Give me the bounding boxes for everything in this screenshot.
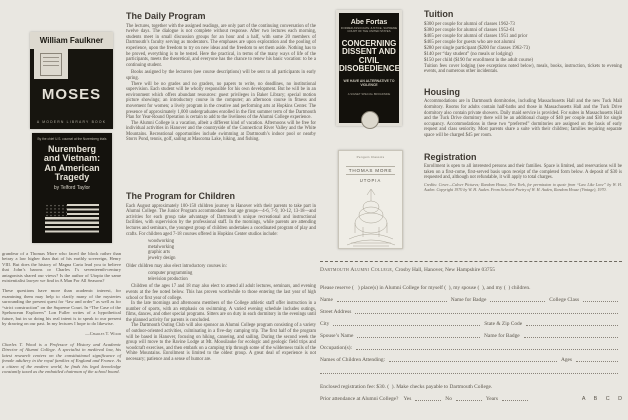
registration-form: [320, 261, 622, 402]
stamp-illustration: [34, 49, 68, 79]
form-row-extra: [320, 363, 622, 375]
tuition-line: $465 per couple for guests who are not alumni: [424, 39, 515, 45]
book-title: UTOPIA: [359, 178, 382, 183]
signet-seal-logo: [361, 111, 379, 129]
list-item: computer programming: [148, 271, 193, 277]
tuition-line: $150 per child ($190 for enrollment in the adult course): [424, 57, 534, 63]
section-heading: Tuition: [424, 9, 454, 19]
credits-note: Credits: Cover—Culver Pictures; Random House, New York, for permission to quote from “Law Like Love” by W. H. Auden. Copyright 1970 by W. H. Auden. From Selected Poetry of W. H. Auden, Random House (Vintage), 1970.: [424, 181, 622, 192]
zip-field-line: [526, 325, 618, 326]
utopia-engraving: [343, 185, 399, 249]
field-label-children: Names of Children Attending:: [320, 357, 386, 363]
book-cover-utopia: [338, 150, 403, 249]
form-row-city: [320, 315, 622, 327]
field-label-name: Name: [320, 297, 333, 303]
field-label-badge: Name for Badge: [450, 297, 487, 303]
section-heading: Housing: [424, 86, 460, 97]
form-row-occupation: [320, 339, 622, 351]
prior-years-label: Years: [485, 396, 498, 402]
paragraph: Children of the ages 17 and 18 may also elect to attend all adult lectures, seminars, and evening events at the fee noted below. This has proven worthwhile to those entering the last year of high school or first year of college.: [126, 284, 316, 301]
publisher-imprint: Penguin Classics: [356, 155, 385, 159]
section-heading: The Program for Children: [126, 191, 236, 201]
cut-here-dashed-line: [320, 261, 622, 262]
tuition-line: $140 per “day student” (no meals or lodging): [424, 51, 513, 57]
years-field-line: [502, 400, 528, 401]
prior-question: Prior attendance at Alumni College?: [320, 396, 399, 402]
tuition-line: $465 per couple for alumni of classes 1951 and prior: [424, 33, 528, 39]
class-field-line: [583, 301, 618, 302]
book-title: CONCERNING DISSENT AND CIVIL DISOBEDIENCE: [339, 38, 400, 74]
intro-course-list: [148, 271, 316, 282]
list-item: jewelry design: [148, 255, 176, 261]
paragraph: Enrollment is open to all interested persons and their families. Space is limited, and reservations will be taken on a first-come, first-served basis upon receipt of the completed form below. A deposit of $30 is requested and, although not refundable, it will apply to total charges.: [424, 164, 622, 181]
spouse-badge-field-line: [524, 337, 618, 338]
field-label-city: City: [320, 321, 330, 327]
book-imprint: A MODERN LIBRARY BOOK: [36, 120, 107, 124]
book-author: THOMAS MORE: [346, 166, 396, 175]
field-label-occupation: Occupation(s):: [320, 345, 353, 351]
form-address-header: Dartmouth Alumni College, Crosby Hall, Hanover, New Hampshire 03755: [320, 267, 496, 273]
form-prior-line: [320, 390, 622, 402]
tuition-line: $300 per couple for alumni of classes 1962-73: [424, 21, 515, 27]
book-byline: by Telford Taylor: [53, 184, 91, 191]
book-title: Nuremberg and Vietnam: An American Tragedy: [43, 143, 101, 183]
book-subtitle: WE HAVE AN ALTERNATIVE TO VIOLENCE: [343, 78, 395, 87]
american-flag-graphic: [45, 204, 99, 233]
paragraph: Each August approximately 100-150 children journey to Hanover with their parents to take part in Alumni College. The Junior Program accommodates four age groups—4-6, 7-9, 10-12, 13-18—and activities for each group take advantage of Dartmouth’s unique recreational and instructional facilities, with supervision by the professional staff. In the mornings, while parents are attending lectures and seminars, the youngest group of children undertakes a coordinated program of play and crafts. For children aged 7-18 courses offered in Hopkins Center studios include:: [126, 203, 316, 237]
form-fee-line: Enclosed registration fee: $30. ( ). Make checks payable to Dartmouth College.: [320, 384, 493, 390]
paragraph: The lectures, together with the assigned readings, are only part of the continuing conversation of the twelve days. The dialogue is not complete without response. After two lectures each morning, students meet in small discussion groups for an hour and a half, with some 20 members of Dartmouth’s faculty serving as moderators. The emphases are upon exploration and the pooling of experience, upon the freedom to try on new ideas and the freedom to set them aside. Nothing has to be proved, everything is to be tested. Here the practical, in terms of the many ways of life of the participants, meets the theoretical, and everyone has the chance to renew his basic vocation: to be a continuing student.: [126, 23, 316, 68]
paragraph: Older children may also elect introductory courses in:: [126, 263, 227, 269]
occupation-field-line: [356, 349, 618, 350]
form-row-name: [320, 291, 622, 303]
list-item: television production: [148, 276, 188, 282]
book-credentials: FORMER ASSOCIATE JUSTICE, SUPREME COURT OF THE UNITED STATES: [340, 26, 398, 34]
form-row-street: [320, 303, 622, 315]
book-imprint: A SIGNET SPECIAL BROADSIDE: [347, 91, 391, 96]
prior-yes-label: Yes: [403, 396, 412, 402]
tuition-note: Tuition fees cover lodging (see exceptions noted below), meals, books, instruction, tickets to evening events, and numerous other incidentals.: [424, 63, 622, 75]
section-heading: Registration: [424, 151, 477, 162]
extra-field-line: [320, 373, 618, 374]
right-column: [424, 9, 622, 195]
spouse-field-line: [357, 337, 480, 338]
yes-field-line: [415, 400, 441, 401]
author-bio: Charles T. Wood is a Professor of History and Academic Director of Alumni College. A specialist in medieval law, his latest research centers on the constitutional significance of female adultery in the royal families of England and France. As a citizen of the modern world, he finds his legal knowledge constantly taxed as the embattled chairman of the school board.: [2, 341, 121, 375]
book-author: Abe Fortas: [350, 19, 388, 26]
form-row-spouse: [320, 327, 622, 339]
name-field-line: [337, 301, 447, 302]
section-heading: The Daily Program: [126, 11, 206, 21]
paragraph: There will be no grades and no graders, no papers to write, no deadlines, no institutional supervision. Each student will be wholly responsible for his own development. But he will be in an environment which offers abundant resources: guest privileges in Baker Library; special motion picture showings; an introductory course in the computer; an afternoon course in fitness and movement for women; a lively program in the creative and performing arts at Hopkins Center. The presence of approximately 1,000 undergraduates enrolled in the first summer term of the Dartmouth Plan for Year-Round Operation is certain to add to the liveliness of the Alumni College experience.: [126, 81, 316, 121]
field-label-zip: State & Zip Code: [484, 321, 523, 327]
list-item: graphic arts: [148, 250, 170, 256]
list-item: metalworking: [148, 244, 175, 250]
form-row-children: [320, 351, 622, 363]
tuition-fee-list: [424, 22, 622, 64]
street-field-line: [355, 313, 618, 314]
field-label-ages: Ages: [560, 357, 573, 363]
children-field-line: [389, 361, 557, 362]
field-label-spouse: Spouse’s Name: [320, 333, 354, 339]
book-title: MOSES: [41, 86, 102, 103]
essay-paragraph: These questions have more than academic interest, for examining them may help to clarify many of the mysteries surrounding the present quest for “law and order” as well as for “strict construction” on the Supreme Court. In “The Case of the Speluncean Explorers” Lon Fuller writes of a hypothetical future, but in so doing his real intent is to speak to our present by drawing on our past. In my lectures I hope to do likewise.: [2, 288, 121, 327]
book-author: William Faulkner: [39, 36, 104, 45]
tuition-line: $280 per single participant ($200 for classes 1962-73): [424, 45, 530, 51]
essay-paragraph: grandeur of a Thomas More who faced the block rather than betray a law higher than that of his earthly sovereign, Henry VIII. But does the history of Magna Carta lead you to believe that John’s barons or Charles I’s seventeenth-century antagonists shared our views? Is the author of Utopia the same existentialist lawyer we find in A Man For All Seasons?: [2, 250, 121, 284]
field-label-class: College Class: [549, 297, 580, 303]
paragraph: In the late mornings and afternoons members of the College athletic staff offer instruction in a number of sports, with an emphasis on swimming. A varied evening schedule includes outings, films, dances, and other special programs. Sitters are on duty in each dormitory in the evenings until the planned activity for parents is concluded.: [126, 301, 316, 323]
list-item: woodworking: [148, 239, 175, 245]
no-field-line: [456, 400, 482, 401]
paragraph: Books assigned by the lecturers (see course descriptions) will be sent to all participants in early spring.: [126, 70, 316, 81]
book-cover-nuremberg-and-vietnam: [32, 133, 112, 243]
crafts-course-list: [148, 239, 316, 261]
ages-field-line: [576, 361, 618, 362]
form-reserve-line: Please reserve ( ) place(s) in Alumni College for myself ( ), my spouse ( ), and my ( ) children.: [320, 285, 531, 291]
section-daily-program: [126, 11, 316, 143]
book-top-note: By the chief U.S. counsel at the Nuremberg trials: [37, 137, 107, 141]
paragraph: The Alumni College is a vacation, albeit a different kind of vacation. Afternoons will be free for individual activities in Hanover and the countryside of the Connecticut River Valley and the White Mountains. Recreational opportunities include swimming at Dartmouth’s indoor pool or nearby Storrs Pond, tennis, golf, sailing at Mascoma Lake, hiking, and fishing.: [126, 120, 316, 143]
field-label-street: Street Address: [320, 309, 352, 315]
flag-canton: [45, 204, 67, 217]
abcd-code-letters: A B C D: [581, 396, 622, 402]
city-field-line: [333, 325, 480, 326]
essay-signature: —Charles T. Wood: [85, 331, 121, 337]
tuition-line: $380 per couple for alumni of classes 1952-61: [424, 27, 515, 33]
prior-no-label: No: [445, 396, 452, 402]
book-author-band: [30, 32, 113, 49]
paragraph: Accommodations are in Dartmouth dormitories, including Massachusetts Hall and the new Tuck Mall dormitory. Rooms for adults contain half-baths and those in Massachusetts Hall and the Tuck Drive dormitory also contain private showers. Daily maid service is provided. For suites in Massachusetts Hall and the Tuck Drive dormitory there will be an additional charge of $40 per couple and $30 for single occupancy. Accommodations in these two “preferred” dormitories are assigned on the basis of early request and class seniority. Most parents share a suite with their children; families requiring separate space will be charged $45 per room.: [424, 99, 622, 138]
badge-field-line: [490, 301, 545, 302]
book-cover-concerning-dissent: [336, 10, 402, 126]
field-label-spouse-badge: Name for Badge: [484, 333, 520, 339]
section-program-for-children: [126, 191, 316, 363]
book-cover-go-down-moses: [30, 32, 113, 129]
essay-column: [2, 246, 121, 379]
paragraph: The Dartmouth Outing Club will also sponsor an Alumni College program consisting of a variety of outdoor-oriented activities, culminating in a five-day camping trip. The first half of the program will be based in Hanover, focusing on hiking, canoeing, and sailing. During the second week the group will move to the Ravine Lodge at Mt. Moosilauke for ecologic and geologic field trips and woodcraft exercises, and then embark on a camping trip through some of the wilderness trails of the White Mountains. Enrollment is limited to the oldest group. A great deal of experience is not necessary; patience and a sense of humor are.: [126, 323, 316, 363]
